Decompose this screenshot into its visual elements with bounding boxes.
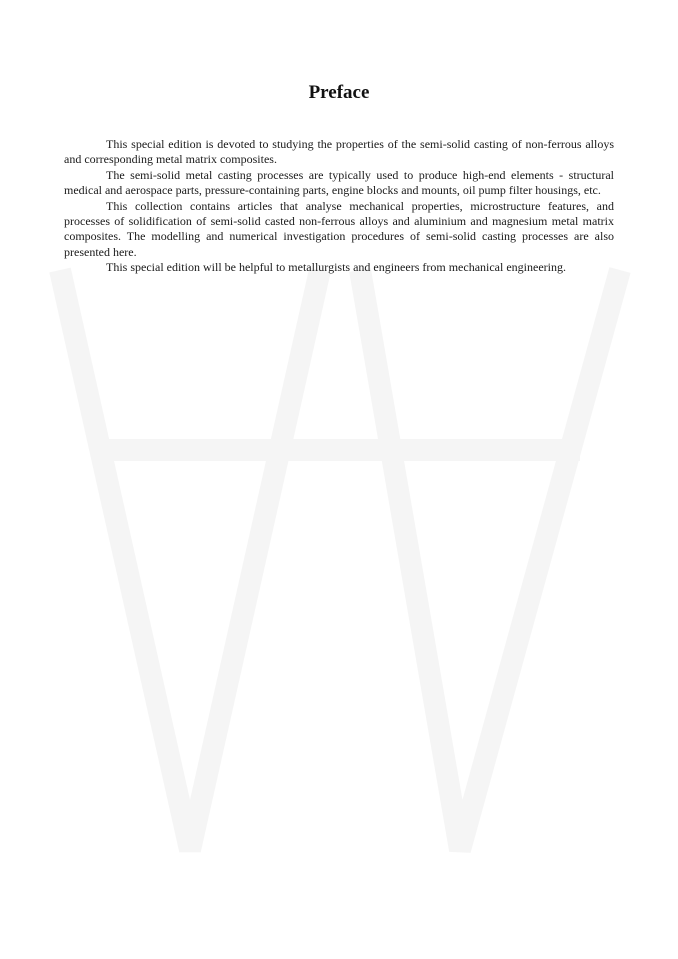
preface-body: [64, 137, 614, 276]
paragraph: This collection contains articles that analyse mechanical properties, microstructure features, and processes of solidification of semi-solid casted non-ferrous alloys and aluminium and magnesium metal matrix composites. The modelling and numerical investigation procedures of semi-solid casting processes are also presented here.: [64, 198, 614, 259]
page-title: Preface: [308, 82, 370, 103]
paragraph: The semi-solid metal casting processes are typically used to produce high-end elements - structural medical and aerospace parts, pressure-containing parts, engine blocks and mounts, oil pump filter housings, etc.: [64, 167, 614, 198]
paragraph: This special edition is devoted to studying the properties of the semi-solid casting of non-ferrous alloys and corresponding metal matrix composites.: [64, 137, 614, 167]
paragraph: This special edition will be helpful to metallurgists and engineers from mechanical engineering.: [106, 260, 566, 275]
